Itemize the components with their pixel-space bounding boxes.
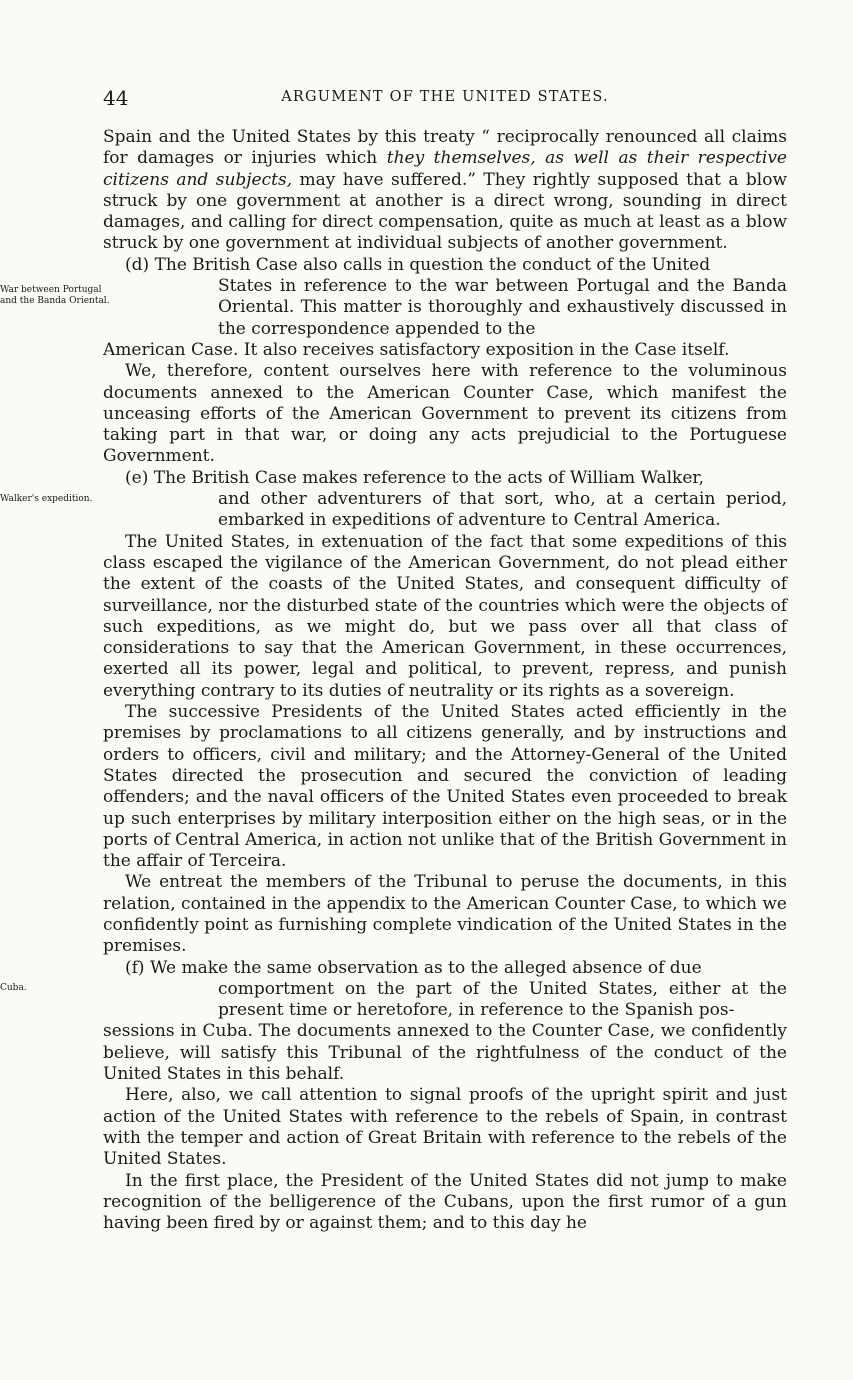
treaty-text-b: may have suffered.” They rightly supposed that a blow struck by one government at another is a direct wrong, sounding in direct damages, and calling for direct compensation, quite as much at least as a blow struck by one government at individual subjects of another government.	[103, 169, 787, 254]
section-d-hang-block	[0, 276, 787, 340]
margin-note-cuba: Cuba.	[0, 982, 27, 993]
section-f-rest: sessions in Cuba. The documents annexed to the Counter Case, we confidently believe, will satisfy this Tribunal of the rightfulness of the conduct of the United States in this behalf.	[103, 1021, 787, 1085]
running-title: ARGUMENT OF THE UNITED STATES.	[281, 89, 609, 105]
paragraph-entreat: We entreat the members of the Tribunal to peruse the documents, in this relation, contained in the appendix to the American Counter Case, to which we confidently point as furnishing complete vindication of the United States in the premises.	[103, 872, 787, 957]
paragraph-therefore: We, therefore, content ourselves here with reference to the voluminous documents annexed to the American Counter Case, which manifest the unceasing efforts of the American Government to prevent its citizens from taking part in that war, or doing any acts prejudicial to the Portuguese Government.	[103, 361, 787, 467]
paragraph-here-also: Here, also, we call attention to signal proofs of the upright spirit and just action of the United States with reference to the rebels of Spain, in contrast with the temper and action of Great Britain with reference to the rebels of the United States.	[103, 1085, 787, 1170]
page-number: 44	[103, 86, 129, 110]
margin-note-walker: Walker's expedition.	[0, 494, 93, 505]
paragraph-presidents: The successive Presidents of the United States acted efficiently in the premises by proclamations to all citizens generally, and by instructions and orders to officers, civil and military; and the Attorney-General of the United States directed the prosecution and secured the conviction of leading offenders; and the naval officers of the United States even proceeded to break up such enterprises by military interposition either on the high seas, or in the ports of Central America, in action not unlike that of the British Government in the affair of Terceira.	[103, 702, 787, 872]
paragraph-first-place: In the first place, the President of the United States did not jump to make recognition of the belligerence of the Cubans, upon the first rumor of a gun having been fired by or against them; and to this day he	[103, 1170, 787, 1234]
treaty-text-a: Spain and the United States by this treaty “ reciprocally renounced all claims for damages or injuries which	[103, 127, 787, 169]
section-f	[0, 957, 787, 1086]
section-d-first-line: (d) The British Case also calls in question the conduct of the United	[125, 254, 711, 275]
section-d-rest: American Case. It also receives satisfactory exposition in the Case itself.	[103, 339, 730, 360]
section-e-first-line: (e) The British Case makes reference to the acts of William Walker,	[125, 467, 705, 488]
section-e-hang-text: and other adventurers of that sort, who, at a certain period, embarked in expeditions of adventure to Central America.	[218, 489, 787, 531]
section-f-hang-block	[0, 978, 787, 1022]
body-text	[0, 127, 787, 1234]
section-d	[0, 254, 787, 361]
section-f-hang-text: comportment on the part of the United States, either at the present time or heretofore, in reference to the Spanish pos-	[218, 978, 787, 1021]
section-e	[0, 467, 787, 532]
treaty-text-emphasis: they themselves, as well as their respective citizens and subjects,	[103, 148, 787, 190]
section-f-first-line: (f) We make the same observation as to the alleged absence of due	[125, 957, 702, 978]
paragraph-extenuation: The United States, in extenuation of the fact that some expeditions of this class escaped the vigilance of the American Government, do not plead either the extent of the coasts of the United States, and consequent difficulty of surveillance, nor the disturbed state of the countries which were the objects of such expeditions, as we might do, but we pass over all that class of considerations to say that the American Government, in these occurrences, exerted all its power, legal and political, to prevent, repress, and punish everything contrary to its duties of neutrality or its rights as a sovereign.	[103, 531, 787, 701]
section-d-hang-text: States in reference to the war between Portugal and the Banda Oriental. This matter is thoroughly and exhaustively discussed in the correspondence appended to the	[218, 276, 787, 339]
section-e-hang-block	[0, 489, 787, 532]
page-header	[103, 86, 787, 112]
margin-note-banda: War between Portugal and the Banda Oriental.	[0, 285, 110, 307]
paragraph-treaty	[103, 127, 787, 255]
